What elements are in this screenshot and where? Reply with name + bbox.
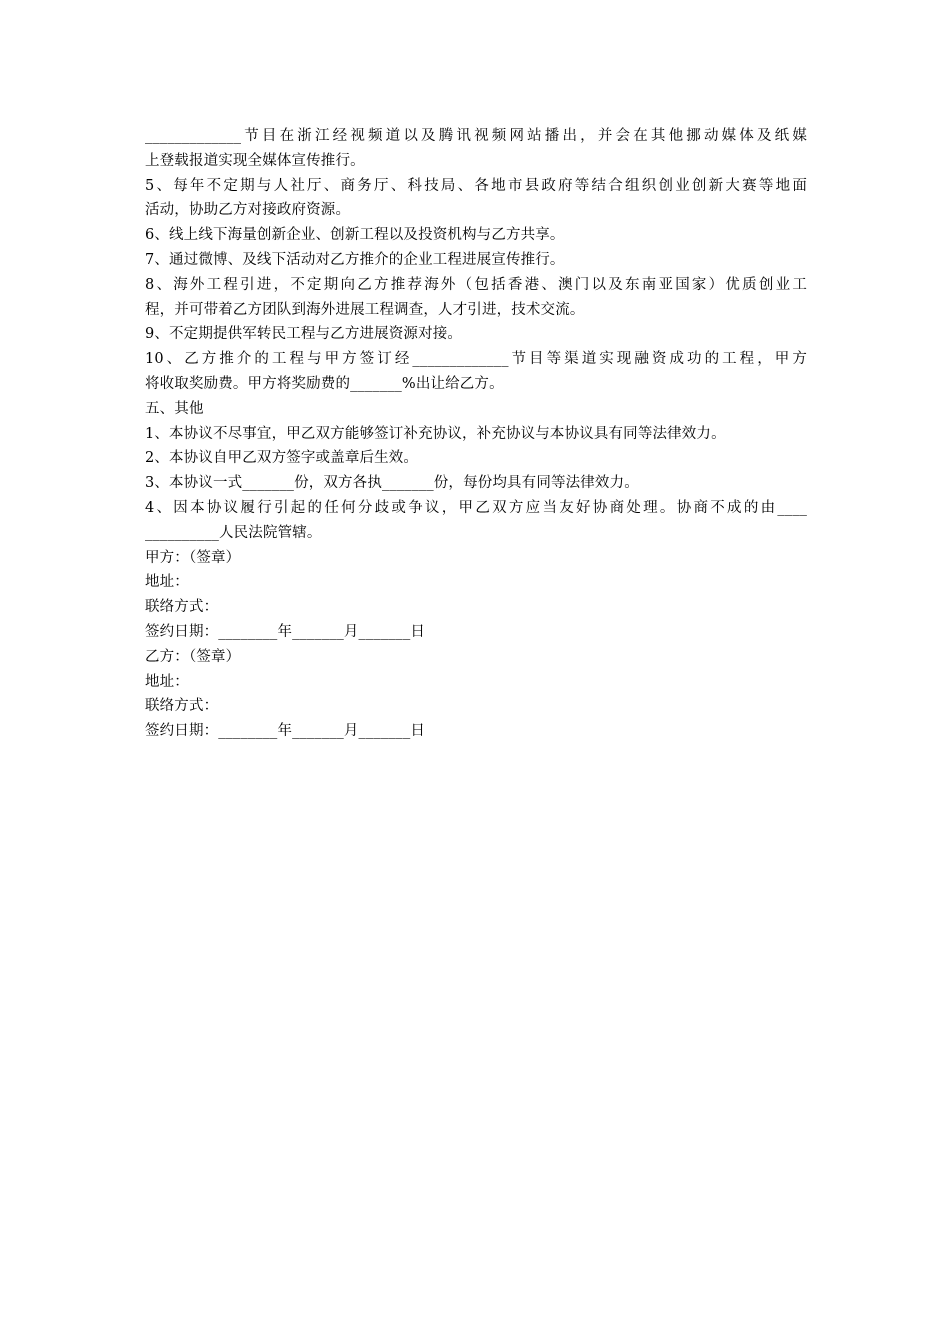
party-a-signature: 甲方：（签章） xyxy=(145,549,241,566)
text-line: __________人民法院管辖。 xyxy=(145,524,322,541)
party-a-date: 签约日期：________年_______月_______日 xyxy=(145,623,425,640)
text-line: 7、通过微博、及线下活动对乙方推介的企业工程进展宣传推行。 xyxy=(145,251,565,268)
party-b-address: 地址： xyxy=(145,673,189,690)
party-b-date: 签约日期：________年_______月_______日 xyxy=(145,723,425,740)
text-line: 2、本协议自甲乙双方签字或盖章后生效。 xyxy=(145,450,419,467)
text-line: 1、本协议不尽事宜，甲乙双方能够签订补充协议，补充协议与本协议具有同等法律效力。 xyxy=(145,425,726,442)
text-line: 10、乙方推介的工程与甲方签订经_____________节目等渠道实现融资成功的工程，甲方 xyxy=(145,351,807,368)
text-line: _____________节目在浙江经视频道以及腾讯视频网站播出，并会在其他挪动媒体及纸媒 xyxy=(145,128,807,144)
section-heading: 五、其他 xyxy=(145,400,204,417)
text-line: 5、每年不定期与人社厅、商务厅、科技局、各地市县政府等结合组织创业创新大赛等地面 xyxy=(145,177,807,194)
text-line: 4、因本协议履行引起的任何分歧或争议，甲乙双方应当友好协商处理。协商不成的由____ xyxy=(145,499,807,516)
party-b-contact: 联络方式： xyxy=(145,698,219,715)
document-body xyxy=(145,124,807,744)
text-line: 活动，协助乙方对接政府资源。 xyxy=(145,202,351,219)
text-line: 上登载报道实现全媒体宣传推行。 xyxy=(145,152,365,169)
text-line: 3、本协议一式_______份，双方各执_______份，每份均具有同等法律效力。 xyxy=(145,475,639,492)
party-b-signature: 乙方：（签章） xyxy=(145,648,241,665)
text-line: 8、海外工程引进，不定期向乙方推荐海外（包括香港、澳门以及东南亚国家）优质创业工 xyxy=(145,276,807,293)
party-a-address: 地址： xyxy=(145,574,189,591)
text-line: 9、不定期提供军转民工程与乙方进展资源对接。 xyxy=(145,326,463,343)
text-line: 6、线上线下海量创新企业、创新工程以及投资机构与乙方共享。 xyxy=(145,227,565,244)
party-a-contact: 联络方式： xyxy=(145,599,219,616)
text-line: 将收取奖励费。甲方将奖励费的_______%出让给乙方。 xyxy=(145,375,504,392)
text-line: 程，并可带着乙方团队到海外进展工程调查，人才引进，技术交流。 xyxy=(145,301,585,318)
